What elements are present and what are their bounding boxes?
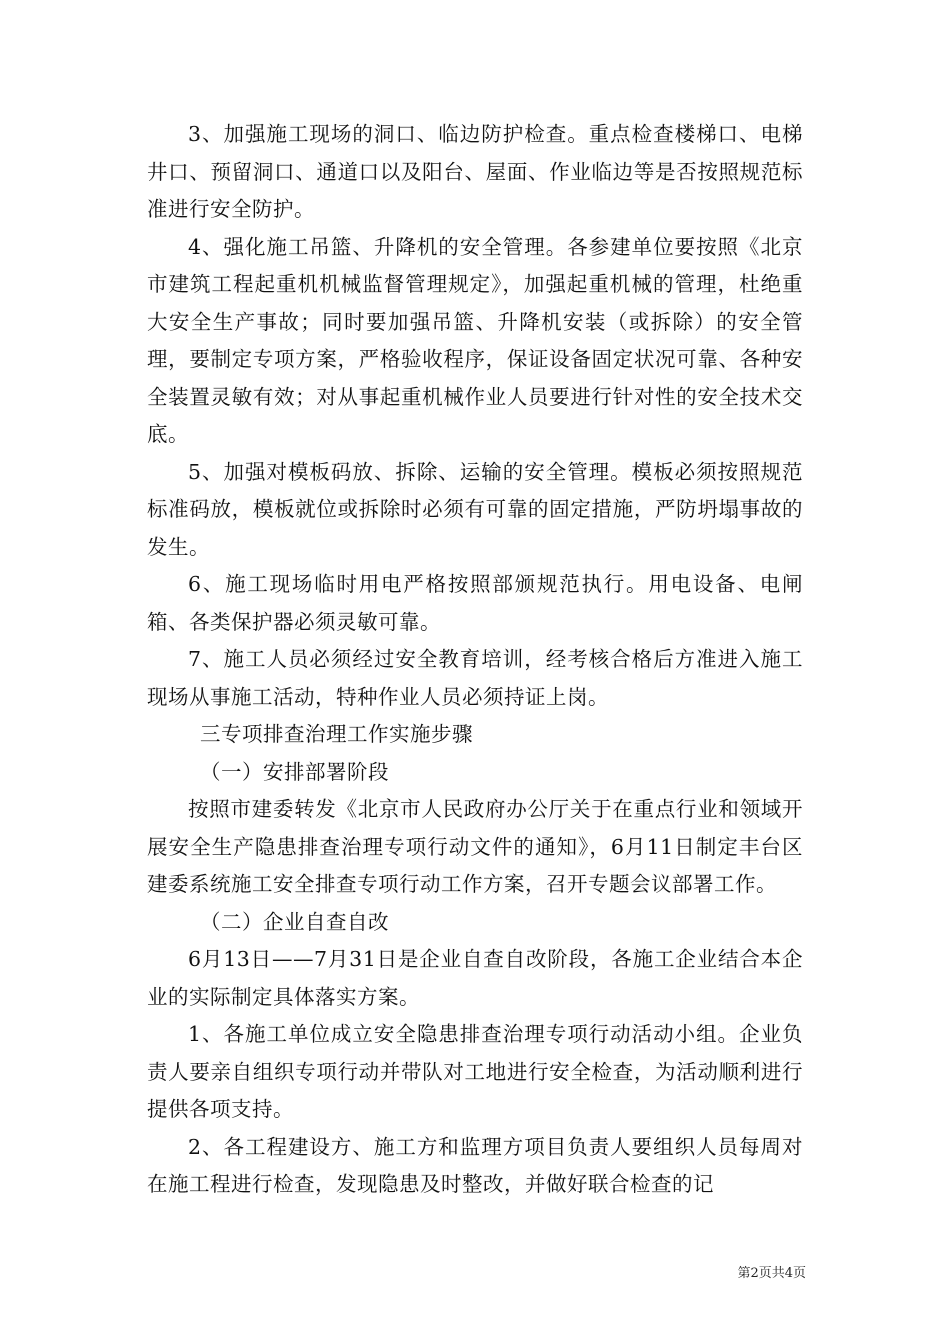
paragraph-item-5: 5、加强对模板码放、拆除、运输的安全管理。模板必须按照规范标准码放，模板就位或拆除时必须有可靠的固定措施，严防坍塌事故的发生。 [147,459,803,559]
subsection-2-paragraph-1: 1、各施工单位成立安全隐患排查治理专项行动活动小组。企业负责人要亲自组织专项行动并带队对工地进行安全检查，为活动顺利进行提供各项支持。 [147,1022,803,1121]
subsection-heading-2: （二）企业自查自改 [200,909,389,934]
subsection-2-paragraph-intro: 6月13日——7月31日是企业自查自改阶段，各施工企业结合本企业的实际制定具体落实方案。 [147,947,803,1009]
page-number: 第2页共4页 [737,1266,806,1281]
paragraph-item-4: 4、强化施工吊篮、升降机的安全管理。各参建单位要按照《北京市建筑工程起重机机械监督管理规定》，加强起重机械的管理，杜绝重大安全生产事故；同时要加强吊篮、升降机安装（或拆除）的安全管理，要制定专项方案，严格验收程序，保证设备固定状况可靠、各种安全装置灵敏有效；对从事起重机械作业人员要进行针对性的安全技术交底。 [147,234,803,446]
section-heading: 三专项排查治理工作实施步骤 [200,722,473,746]
paragraph-item-6: 6、施工现场临时用电严格按照部颁规范执行。用电设备、电闸箱、各类保护器必须灵敏可靠。 [147,572,803,634]
paragraph-item-7: 7、施工人员必须经过安全教育培训，经考核合格后方准进入施工现场从事施工活动，特种作业人员必须持证上岗。 [147,647,803,709]
subsection-1-paragraph: 按照市建委转发《北京市人民政府办公厅关于在重点行业和领域开展安全生产隐患排查治理专项行动文件的通知》，6月11日制定丰台区建委系统施工安全排查专项行动工作方案，召开专题会议部署工作。 [147,797,803,896]
subsection-2-paragraph-2: 2、各工程建设方、施工方和监理方项目负责人要组织人员每周对在施工程进行检查，发现隐患及时整改，并做好联合检查的记 [147,1134,803,1196]
paragraph-item-3: 3、加强施工现场的洞口、临边防护检查。重点检查楼梯口、电梯井口、预留洞口、通道口以及阳台、屋面、作业临边等是否按照规范标准进行安全防护。 [147,122,803,221]
document-body [147,116,803,1204]
subsection-heading-1: （一）安排部署阶段 [200,759,389,784]
